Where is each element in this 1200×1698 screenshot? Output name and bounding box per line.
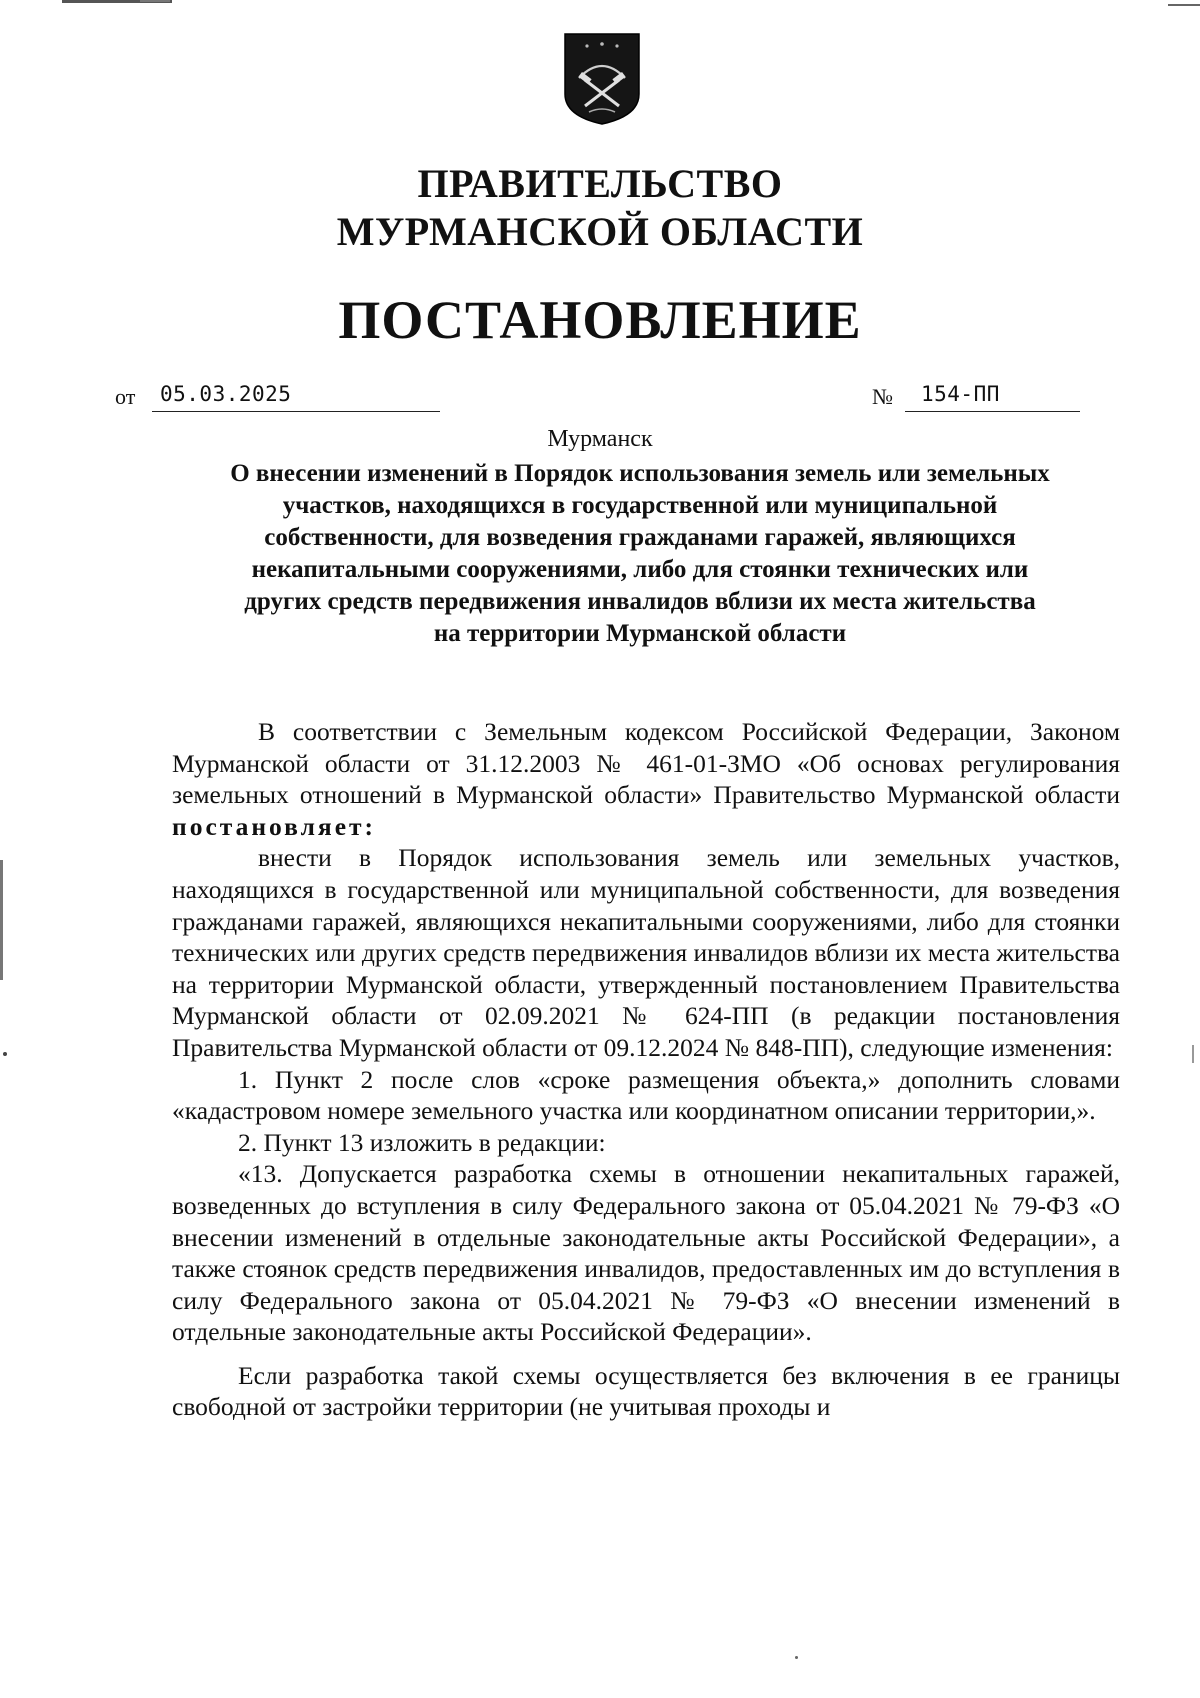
subject-line: участков, находящихся в государственной или муниципальной (282, 492, 998, 519)
preamble-paragraph (172, 716, 1120, 842)
subject-line: собственности, для возведения гражданами гаражей, являющихся (264, 524, 1016, 551)
date-label: от (115, 384, 136, 409)
scan-artifact (3, 1052, 7, 1056)
preamble-text: В соответствии с Земельным кодексом Российской Федерации, Законом Мурманской области от 31.12.2003 № 461-01-ЗМО «Об основах регулирования земельных отношений в Мурманской области» Правительство Мурманской области (172, 717, 1120, 810)
number-label: № (872, 384, 893, 409)
document-type: ПОСТАНОВЛЕНИЕ (338, 290, 862, 350)
date-number-row (115, 382, 1095, 416)
government-title-line2: МУРМАНСКОЙ ОБЛАСТИ (336, 209, 864, 254)
amendment-item-1: 1. Пункт 2 после слов «сроке размещения объекта,» дополнить словами «кадастровом номере земельного участка или координатном описании территории,». (172, 1064, 1120, 1126)
murmansk-coat-of-arms-icon (563, 32, 641, 126)
scan-artifact (140, 0, 170, 2)
intro-paragraph: внести в Порядок использования земель или земельных участков, находящихся в государственной или муниципальной собственности, для возведения гражданами гаражей, являющихся некапитальными сооружениями, либо для стоянки технических или других средств передвижения инвалидов вблизи их места жительства на территории Мурманской области, утвержденный постановлением Правительства Мурманской области от 02.09.2021 № 624-ПП (в редакции постановления Правительства Мурманской области от 09.12.2024 № 848-ПП), следующие изменения: (172, 843, 1120, 1062)
subject-line: других средств передвижения инвалидов вблизи их места жительства (244, 588, 1036, 615)
document-date: 05.03.2025 (152, 382, 440, 412)
scan-artifact (795, 1656, 798, 1659)
scan-artifact (1192, 1045, 1194, 1063)
scan-artifact (0, 860, 3, 980)
document-number: 154-ПП (905, 382, 1080, 412)
amendment-item-2: 2. Пункт 13 изложить в редакции: (238, 1127, 606, 1157)
subject-line: О внесении изменений в Порядок использования земель или земельных (230, 460, 1050, 487)
decree-word: постановляет: (172, 811, 377, 841)
subject-line: на территории Мурманской области (433, 620, 847, 647)
government-title (0, 160, 1200, 256)
scan-artifact (1168, 0, 1200, 6)
document-body (172, 716, 1120, 1423)
quoted-point-13: «13. Допускается разработка схемы в отношении некапитальных гаражей, возведенных до вступления в силу Федерального закона от 05.04.2021 № 79-ФЗ «О внесении изменений в отдельные законодательные акты Российской Федерации», а также стоянок средств передвижения инвалидов, предоставленных им до вступления в силу Федерального закона от 05.04.2021 № 79-ФЗ «О внесении изменений в отдельные законодательные акты Российской Федерации». (172, 1159, 1120, 1347)
document-subject (170, 458, 1110, 650)
city: Мурманск (547, 426, 653, 452)
government-title-line1: ПРАВИТЕЛЬСТВО (417, 161, 783, 206)
subject-line: некапитальными сооружениями, либо для стоянки технических или (251, 556, 1029, 583)
last-paragraph: Если разработка такой схемы осуществляется без включения в ее границы свободной от застройки территории (не учитывая проходы и (172, 1360, 1120, 1422)
